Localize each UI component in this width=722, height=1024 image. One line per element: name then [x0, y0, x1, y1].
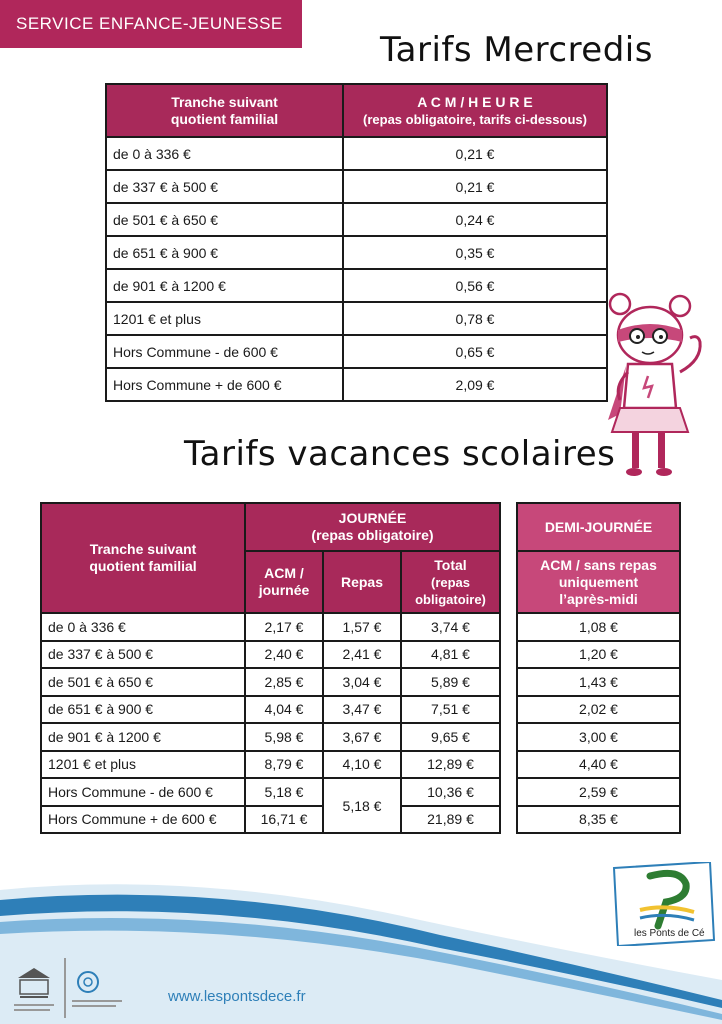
- table-row: 3,00 €: [517, 723, 680, 751]
- table-row: de 901 € à 1200 € 5,98 € 3,67 € 9,65 €: [41, 723, 500, 751]
- header-total: Total (repas obligatoire): [401, 551, 500, 613]
- table-vacances: [40, 502, 501, 834]
- service-banner: SERVICE ENFANCE-JEUNESSE: [0, 0, 302, 48]
- table-row: 1201 € et plus 8,79 € 4,10 € 12,89 €: [41, 751, 500, 779]
- table-row: Hors Commune - de 600 € 0,65 €: [106, 335, 607, 368]
- header-tranche: Tranche suivant quotient familial: [41, 503, 245, 613]
- header-tranche: Tranche suivant quotient familial: [106, 84, 343, 137]
- table-row: 1201 € et plus 0,78 €: [106, 302, 607, 335]
- table-row: 2,02 €: [517, 696, 680, 724]
- table-row: Hors Commune + de 600 € 2,09 €: [106, 368, 607, 401]
- header-acm-sans-repas: ACM / sans repas uniquement l’après-midi: [517, 551, 680, 613]
- table-row: de 651 € à 900 € 4,04 € 3,47 € 7,51 €: [41, 696, 500, 724]
- title-mercredis: Tarifs Mercredis: [380, 30, 653, 70]
- ponts-de-ce-logo-text: les Ponts de Cé: [634, 928, 705, 939]
- table-row: Hors Commune - de 600 € 5,18 € 5,18 € 10,36 €: [41, 778, 500, 806]
- header-acm-journee: ACM / journée: [245, 551, 323, 613]
- repas-hors-commune: 5,18 €: [323, 778, 401, 833]
- table-row: de 501 € à 650 € 2,85 € 3,04 € 5,89 €: [41, 668, 500, 696]
- header-demi-journee: DEMI-JOURNÉE: [517, 503, 680, 551]
- table-row: 2,59 €: [517, 778, 680, 806]
- website-link[interactable]: www.lespontsdece.fr: [168, 988, 306, 1005]
- unesco-logos: [10, 958, 150, 1018]
- table-row: Hors Commune + de 600 € 16,71 € 21,89 €: [41, 806, 500, 834]
- title-vacances: Tarifs vacances scolaires: [184, 434, 616, 474]
- header-journee: JOURNÉE (repas obligatoire): [245, 503, 500, 551]
- table-row: de 501 € à 650 € 0,24 €: [106, 203, 607, 236]
- table-row: de 0 à 336 € 2,17 € 1,57 € 3,74 €: [41, 613, 500, 641]
- table-row: de 901 € à 1200 € 0,56 €: [106, 269, 607, 302]
- table-row: 4,40 €: [517, 751, 680, 779]
- table-mercredis: [105, 83, 608, 402]
- table-row: de 337 € à 500 € 0,21 €: [106, 170, 607, 203]
- table-row: de 0 à 336 € 0,21 €: [106, 137, 607, 170]
- table-row: 8,35 €: [517, 806, 680, 834]
- table-row: de 651 € à 900 € 0,35 €: [106, 236, 607, 269]
- table-demi-journee: [516, 502, 681, 834]
- header-acm-heure: A C M / H E U R E (repas obligatoire, tarifs ci-dessous): [343, 84, 607, 137]
- header-repas: Repas: [323, 551, 401, 613]
- table-row: 1,43 €: [517, 668, 680, 696]
- table-row: de 337 € à 500 € 2,40 € 2,41 € 4,81 €: [41, 641, 500, 669]
- table-row: 1,08 €: [517, 613, 680, 641]
- table-row: 1,20 €: [517, 641, 680, 669]
